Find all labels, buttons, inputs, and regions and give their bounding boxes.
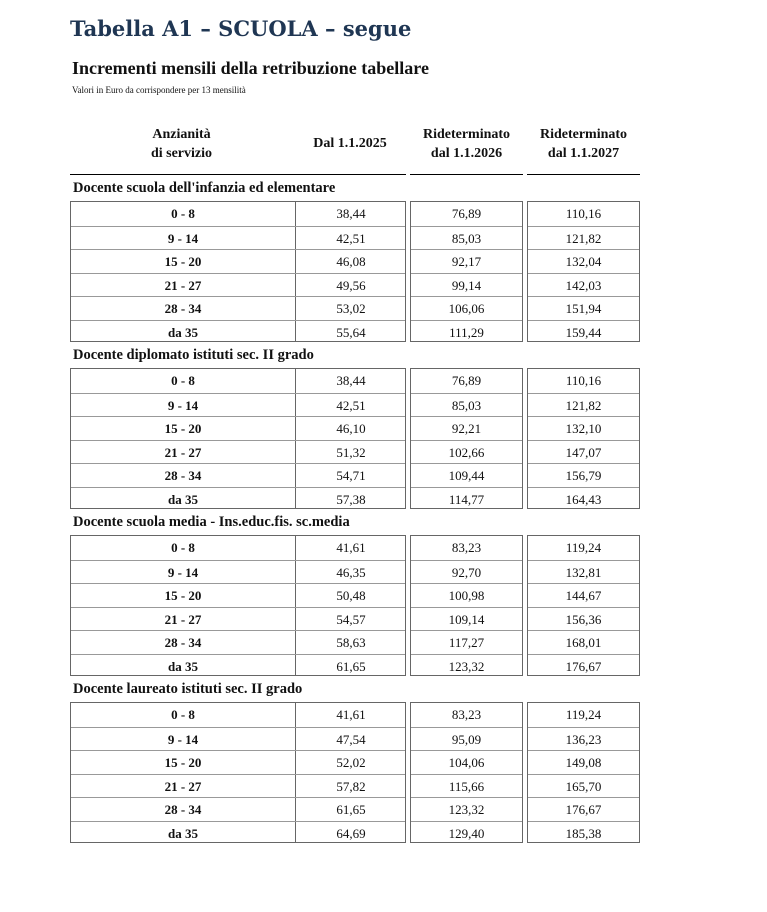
value-2027-cell: 132,81 — [565, 564, 602, 580]
table-row — [411, 727, 522, 752]
value-2027-cell: 149,08 — [565, 755, 602, 770]
header-2026 — [410, 125, 523, 163]
table-row — [71, 630, 405, 655]
box-2027 — [527, 201, 640, 342]
value-2026-cell: 92,70 — [451, 564, 482, 580]
table-row — [411, 583, 522, 608]
table-row — [411, 226, 522, 251]
table-row — [528, 797, 639, 822]
value-2025-cell: 57,38 — [336, 491, 366, 507]
section-title: Docente scuola dell'infanzia ed elementare — [73, 180, 336, 196]
seniority-cell: 0 - 8 — [171, 707, 195, 722]
value-2025-cell: 42,51 — [336, 230, 366, 246]
table-row — [528, 249, 639, 274]
value-2025-cell: 57,82 — [336, 778, 366, 794]
table-row — [528, 369, 639, 393]
table-row — [528, 226, 639, 251]
value-2026-cell: 85,03 — [451, 230, 482, 246]
table-row — [71, 821, 405, 846]
table-row — [71, 536, 405, 560]
value-2026-cell: 76,89 — [451, 206, 482, 221]
table-row — [411, 560, 522, 585]
value-2025-cell: 38,44 — [336, 373, 366, 388]
value-2026-cell: 92,17 — [451, 254, 482, 269]
value-2027-cell: 156,79 — [565, 468, 602, 483]
value-2026-cell: 83,23 — [451, 707, 482, 722]
value-2027-cell: 156,36 — [565, 611, 602, 627]
seniority-cell: 28 - 34 — [164, 301, 202, 316]
table-row — [411, 273, 522, 298]
table-row — [528, 607, 639, 632]
table-row — [528, 273, 639, 298]
table-row — [528, 536, 639, 560]
box-anzianita-2025 — [70, 702, 406, 843]
box-2026 — [410, 535, 523, 676]
value-2026-cell: 102,66 — [448, 444, 485, 460]
table-row — [411, 536, 522, 560]
header-anzianita-line2: di servizio — [150, 146, 213, 161]
seniority-cell: 21 - 27 — [164, 277, 202, 293]
value-2025-cell: 49,56 — [336, 277, 366, 293]
table-row — [71, 583, 405, 608]
seniority-cell: da 35 — [168, 658, 198, 674]
table-row — [528, 560, 639, 585]
value-2025-cell: 54,71 — [336, 468, 366, 483]
value-2027-cell: 110,16 — [565, 206, 602, 221]
table-subtitle: Incrementi mensili della retribuzione tabellare — [72, 58, 429, 78]
value-2025-cell: 55,64 — [336, 324, 366, 340]
value-2026-cell: 129,40 — [448, 825, 485, 841]
table-row — [71, 750, 405, 775]
header-rule-right — [527, 174, 640, 175]
table-row — [411, 607, 522, 632]
value-2027-cell: 159,44 — [565, 324, 602, 340]
value-2025-cell: 41,61 — [336, 707, 366, 722]
value-2027-cell: 119,24 — [565, 540, 602, 555]
header-rule-left — [70, 174, 406, 175]
table-row — [411, 296, 522, 321]
value-2027-cell: 147,07 — [565, 444, 602, 460]
value-2025-cell: 61,65 — [336, 802, 366, 817]
header-anzianita — [70, 125, 293, 163]
value-2025-cell: 50,48 — [336, 588, 366, 603]
value-2027-cell: 121,82 — [565, 397, 602, 413]
value-2025-cell: 51,32 — [336, 444, 366, 460]
table-row — [528, 487, 639, 512]
seniority-cell: 9 - 14 — [167, 564, 199, 580]
table-row — [411, 487, 522, 512]
table-row — [528, 320, 639, 345]
table-row — [71, 249, 405, 274]
box-2027 — [527, 702, 640, 843]
value-2027-cell: 165,70 — [565, 778, 602, 794]
value-2025-cell: 53,02 — [336, 301, 366, 316]
seniority-cell: 28 - 34 — [164, 802, 202, 817]
table-row — [71, 296, 405, 321]
seniority-cell: 21 - 27 — [164, 611, 202, 627]
table-note: Valori in Euro da corrispondere per 13 mensilità — [72, 85, 246, 95]
value-2025-cell: 61,65 — [336, 658, 366, 674]
value-2025-cell: 54,57 — [336, 611, 366, 627]
seniority-cell: da 35 — [168, 825, 198, 841]
value-2027-cell: 132,10 — [565, 421, 602, 436]
header-2026-line2: dal 1.1.2026 — [430, 146, 503, 161]
value-2026-cell: 123,32 — [448, 802, 485, 817]
value-2026-cell: 83,23 — [451, 540, 482, 555]
table-row — [528, 463, 639, 488]
table-row — [71, 487, 405, 512]
value-2026-cell: 100,98 — [448, 588, 485, 603]
value-2027-cell: 185,38 — [565, 825, 602, 841]
table-row — [411, 393, 522, 418]
value-2027-cell: 121,82 — [565, 230, 602, 246]
table-row — [411, 369, 522, 393]
table-row — [411, 821, 522, 846]
value-2027-cell: 164,43 — [565, 491, 602, 507]
value-2025-cell: 46,08 — [336, 254, 366, 269]
value-2027-cell: 119,24 — [565, 707, 602, 722]
table-row — [528, 630, 639, 655]
box-2026 — [410, 201, 523, 342]
table-row — [528, 440, 639, 465]
box-anzianita-2025 — [70, 201, 406, 342]
header-2027-line1: Rideterminato — [539, 127, 628, 142]
seniority-cell: da 35 — [168, 491, 198, 507]
value-2026-cell: 104,06 — [448, 755, 485, 770]
value-2027-cell: 144,67 — [565, 588, 602, 603]
box-2026 — [410, 368, 523, 509]
seniority-cell: 0 - 8 — [171, 206, 195, 221]
table-row — [528, 416, 639, 441]
header-2027-line2: dal 1.1.2027 — [547, 146, 620, 161]
table-row — [411, 416, 522, 441]
value-2027-cell: 110,16 — [565, 373, 602, 388]
value-2025-cell: 52,02 — [336, 755, 366, 770]
value-2026-cell: 85,03 — [451, 397, 482, 413]
value-2027-cell: 132,04 — [565, 254, 602, 269]
table-row — [411, 440, 522, 465]
table-row — [71, 797, 405, 822]
table-row — [411, 797, 522, 822]
value-2025-cell: 47,54 — [336, 731, 366, 747]
table-row — [71, 463, 405, 488]
value-2026-cell: 76,89 — [451, 373, 482, 388]
table-row — [411, 320, 522, 345]
value-2025-cell: 41,61 — [336, 540, 366, 555]
table-row — [71, 202, 405, 226]
value-2026-cell: 92,21 — [451, 421, 482, 436]
box-2027 — [527, 535, 640, 676]
table-row — [528, 296, 639, 321]
seniority-cell: 0 - 8 — [171, 540, 195, 555]
value-2026-cell: 115,66 — [448, 778, 485, 794]
table-row — [528, 727, 639, 752]
table-row — [411, 249, 522, 274]
section-title: Docente scuola media - Ins.educ.fis. sc.media — [73, 514, 350, 530]
seniority-cell: 15 - 20 — [164, 588, 202, 603]
table-row — [528, 750, 639, 775]
seniority-cell: 9 - 14 — [167, 397, 199, 413]
seniority-cell: 28 - 34 — [164, 635, 202, 650]
seniority-cell: 9 - 14 — [167, 230, 199, 246]
table-row — [71, 273, 405, 298]
table-row — [411, 654, 522, 679]
header-anzianita-line1: Anzianità — [152, 127, 211, 142]
value-2026-cell: 99,14 — [451, 277, 482, 293]
value-2025-cell: 64,69 — [336, 825, 366, 841]
value-2025-cell: 38,44 — [336, 206, 366, 221]
header-2026-line1: Rideterminato — [422, 127, 511, 142]
value-2025-cell: 46,35 — [336, 564, 366, 580]
value-2025-cell: 58,63 — [336, 635, 366, 650]
value-2025-cell: 46,10 — [336, 421, 366, 436]
table-row — [528, 202, 639, 226]
table-row — [528, 393, 639, 418]
seniority-cell: 21 - 27 — [164, 778, 202, 794]
table-row — [71, 320, 405, 345]
table-row — [71, 727, 405, 752]
value-2025-cell: 42,51 — [336, 397, 366, 413]
table-row — [528, 774, 639, 799]
box-2027 — [527, 368, 640, 509]
value-2026-cell: 114,77 — [448, 491, 485, 507]
value-2026-cell: 117,27 — [448, 635, 485, 650]
value-2027-cell: 176,67 — [565, 802, 602, 817]
table-row — [71, 226, 405, 251]
table-row — [71, 416, 405, 441]
seniority-cell: da 35 — [168, 324, 198, 340]
table-row — [411, 774, 522, 799]
table-row — [528, 654, 639, 679]
box-2026 — [410, 702, 523, 843]
table-row — [411, 630, 522, 655]
seniority-cell: 9 - 14 — [167, 731, 199, 747]
value-2026-cell: 109,44 — [448, 468, 485, 483]
section-title: Docente laureato istituti sec. II grado — [73, 681, 303, 697]
value-2026-cell: 123,32 — [448, 658, 485, 674]
value-2026-cell: 111,29 — [449, 324, 484, 340]
table-row — [71, 369, 405, 393]
seniority-cell: 15 - 20 — [164, 254, 202, 269]
table-row — [71, 440, 405, 465]
value-2027-cell: 151,94 — [565, 301, 602, 316]
seniority-cell: 21 - 27 — [164, 444, 202, 460]
seniority-cell: 15 - 20 — [164, 421, 202, 436]
table-row — [71, 654, 405, 679]
value-2027-cell: 176,67 — [565, 658, 602, 674]
seniority-cell: 15 - 20 — [164, 755, 202, 770]
table-row — [528, 821, 639, 846]
table-row — [71, 774, 405, 799]
table-row — [411, 202, 522, 226]
box-anzianita-2025 — [70, 368, 406, 509]
value-2026-cell: 109,14 — [448, 611, 485, 627]
value-2027-cell: 136,23 — [565, 731, 602, 747]
header-dal-2025 — [294, 134, 406, 153]
header-dal-2025-line1: Dal 1.1.2025 — [313, 136, 387, 151]
table-row — [411, 463, 522, 488]
value-2027-cell: 168,01 — [565, 635, 602, 650]
table-row — [528, 583, 639, 608]
seniority-cell: 28 - 34 — [164, 468, 202, 483]
table-row — [71, 703, 405, 727]
table-row — [411, 703, 522, 727]
table-row — [528, 703, 639, 727]
header-2027 — [527, 125, 640, 163]
value-2026-cell: 95,09 — [451, 731, 482, 747]
box-anzianita-2025 — [70, 535, 406, 676]
page-title: Tabella A1 – SCUOLA – segue — [70, 16, 412, 41]
section-title: Docente diplomato istituti sec. II grado — [73, 347, 314, 363]
table-row — [411, 750, 522, 775]
value-2027-cell: 142,03 — [565, 277, 602, 293]
value-2026-cell: 106,06 — [448, 301, 485, 316]
seniority-cell: 0 - 8 — [171, 373, 195, 388]
header-rule-middle — [410, 174, 523, 175]
table-row — [71, 393, 405, 418]
table-row — [71, 607, 405, 632]
table-row — [71, 560, 405, 585]
